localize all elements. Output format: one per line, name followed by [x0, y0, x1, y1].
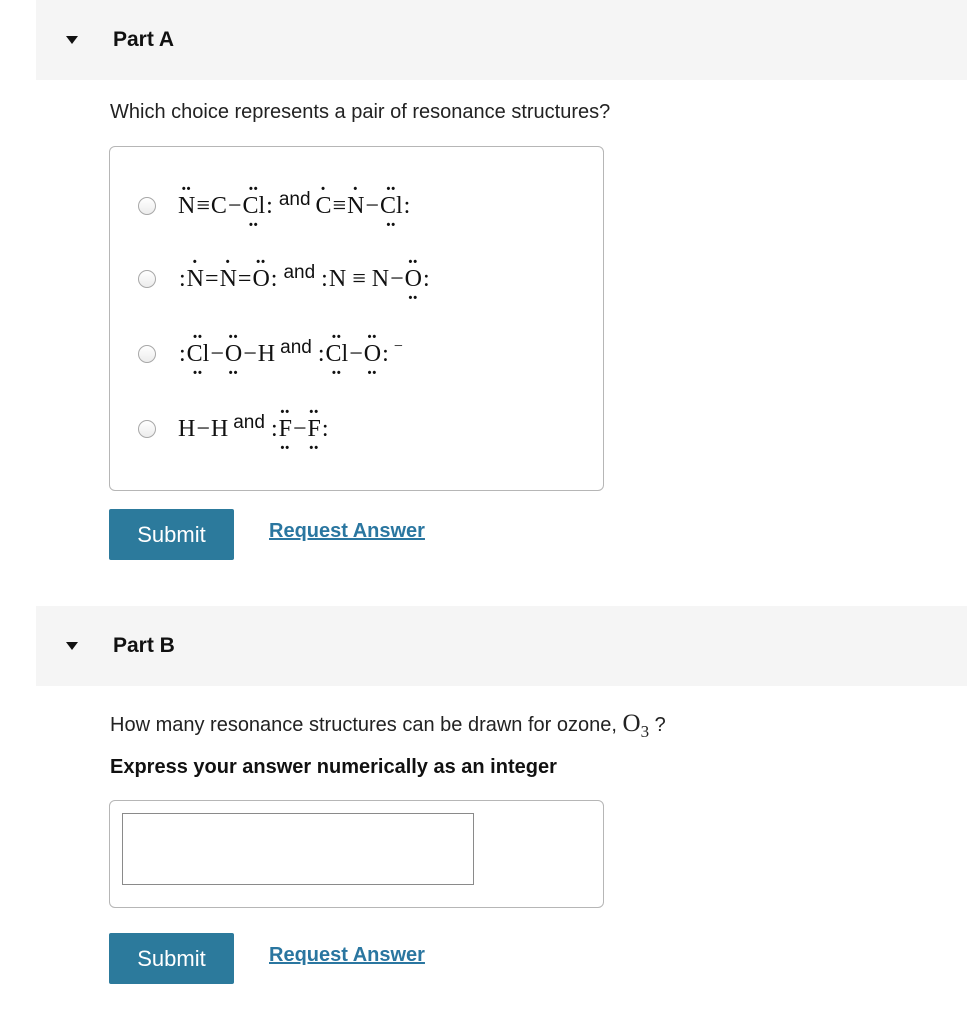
choice-1-formula: •• N≡C−•• Cl ••: $^{and}$• C≡• N−•• Cl ••: — [178, 193, 411, 220]
answer-area — [109, 800, 604, 908]
collapse-caret-icon[interactable] — [66, 642, 78, 650]
choice-2-formula: :• N=• N=•• O: $^{and}$ :N ≡ N−•• O ••: — [178, 266, 431, 293]
answer-input[interactable] — [122, 813, 474, 885]
submit-button-part-a[interactable]: Submit — [109, 509, 234, 560]
answer-choices — [109, 146, 604, 491]
choice-4[interactable] — [138, 409, 330, 449]
part-b-question-text: How many resonance structures can be drawn for ozone, — [110, 714, 617, 736]
part-b-question — [110, 710, 666, 742]
choice-2[interactable] — [138, 259, 431, 299]
ozone-formula: $O_3$ — [622, 710, 650, 741]
part-b-instruction: Express your answer numerically as an integer — [110, 756, 557, 778]
request-answer-link-part-a[interactable]: Request Answer — [269, 520, 425, 542]
part-b-header[interactable] — [36, 606, 967, 686]
part-b-question-mark: ? — [654, 714, 666, 736]
radio-choice-2[interactable] — [138, 270, 156, 288]
radio-choice-4[interactable] — [138, 420, 156, 438]
choice-3-formula: :•• Cl ••−•• O ••−H $^{and}$ :•• Cl ••−•• O ••: − — [178, 341, 403, 368]
part-a-header[interactable] — [36, 0, 967, 80]
request-answer-link-part-b[interactable]: Request Answer — [269, 944, 425, 966]
choice-4-formula: H−H $^{and}$ :•• F ••−•• F ••: — [178, 416, 330, 443]
radio-choice-1[interactable] — [138, 197, 156, 215]
collapse-caret-icon[interactable] — [66, 36, 78, 44]
choice-3[interactable] — [138, 334, 403, 374]
choice-1[interactable] — [138, 186, 411, 226]
submit-button-part-b[interactable]: Submit — [109, 933, 234, 984]
part-b-title: Part B — [113, 634, 175, 657]
part-a-title: Part A — [113, 28, 175, 51]
radio-choice-3[interactable] — [138, 345, 156, 363]
part-a-question: Which choice represents a pair of resonance structures? — [110, 101, 611, 123]
